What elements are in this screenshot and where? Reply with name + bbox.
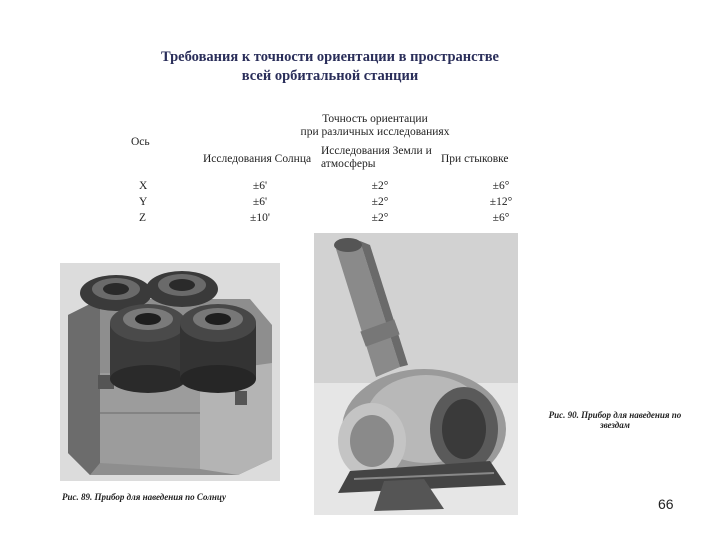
row-z-dock: ±6°	[492, 212, 510, 224]
row-z-earth: ±2°	[371, 212, 389, 224]
title-line-1: Требования к точности ориентации в пространстве	[161, 49, 499, 65]
row-y-earth: ±2°	[371, 196, 389, 208]
row-z-axis: Z	[139, 212, 147, 224]
row-x-earth: ±2°	[371, 180, 389, 192]
star-caption-line-1: Рис. 90. Прибор для наведения по	[548, 410, 682, 420]
table-group-header	[290, 113, 460, 139]
earth-column-header	[321, 145, 432, 171]
row-x-dock: ±6°	[492, 180, 510, 192]
sun-pointing-device-photo	[60, 263, 280, 481]
title-line-2: всей орбитальной станции	[241, 68, 419, 84]
earth-header-line-2: атмосферы	[321, 158, 376, 170]
row-x-sun: ±6'	[252, 180, 268, 192]
star-pointing-device-photo	[314, 233, 518, 515]
row-z-sun: ±10'	[250, 212, 270, 224]
group-header-line-1: Точность ориентации	[322, 113, 428, 125]
axis-column-header: Ось	[131, 136, 150, 148]
dock-column-header: При стыковке	[441, 153, 509, 165]
page-title	[120, 48, 540, 86]
row-x-axis: X	[139, 180, 148, 192]
star-device-caption	[520, 410, 710, 430]
sun-device-caption: Рис. 89. Прибор для наведения по Солнцу	[62, 492, 226, 502]
row-y-dock: ±12°	[489, 196, 513, 208]
sun-column-header: Исследования Солнца	[203, 153, 312, 165]
row-y-sun: ±6'	[252, 196, 268, 208]
group-header-line-2: при различных исследованиях	[300, 126, 450, 138]
earth-header-line-1: Исследования Земли и	[321, 145, 432, 157]
row-y-axis: Y	[139, 196, 148, 208]
star-caption-line-2: звездам	[600, 420, 630, 430]
page-number: 66	[658, 496, 674, 512]
